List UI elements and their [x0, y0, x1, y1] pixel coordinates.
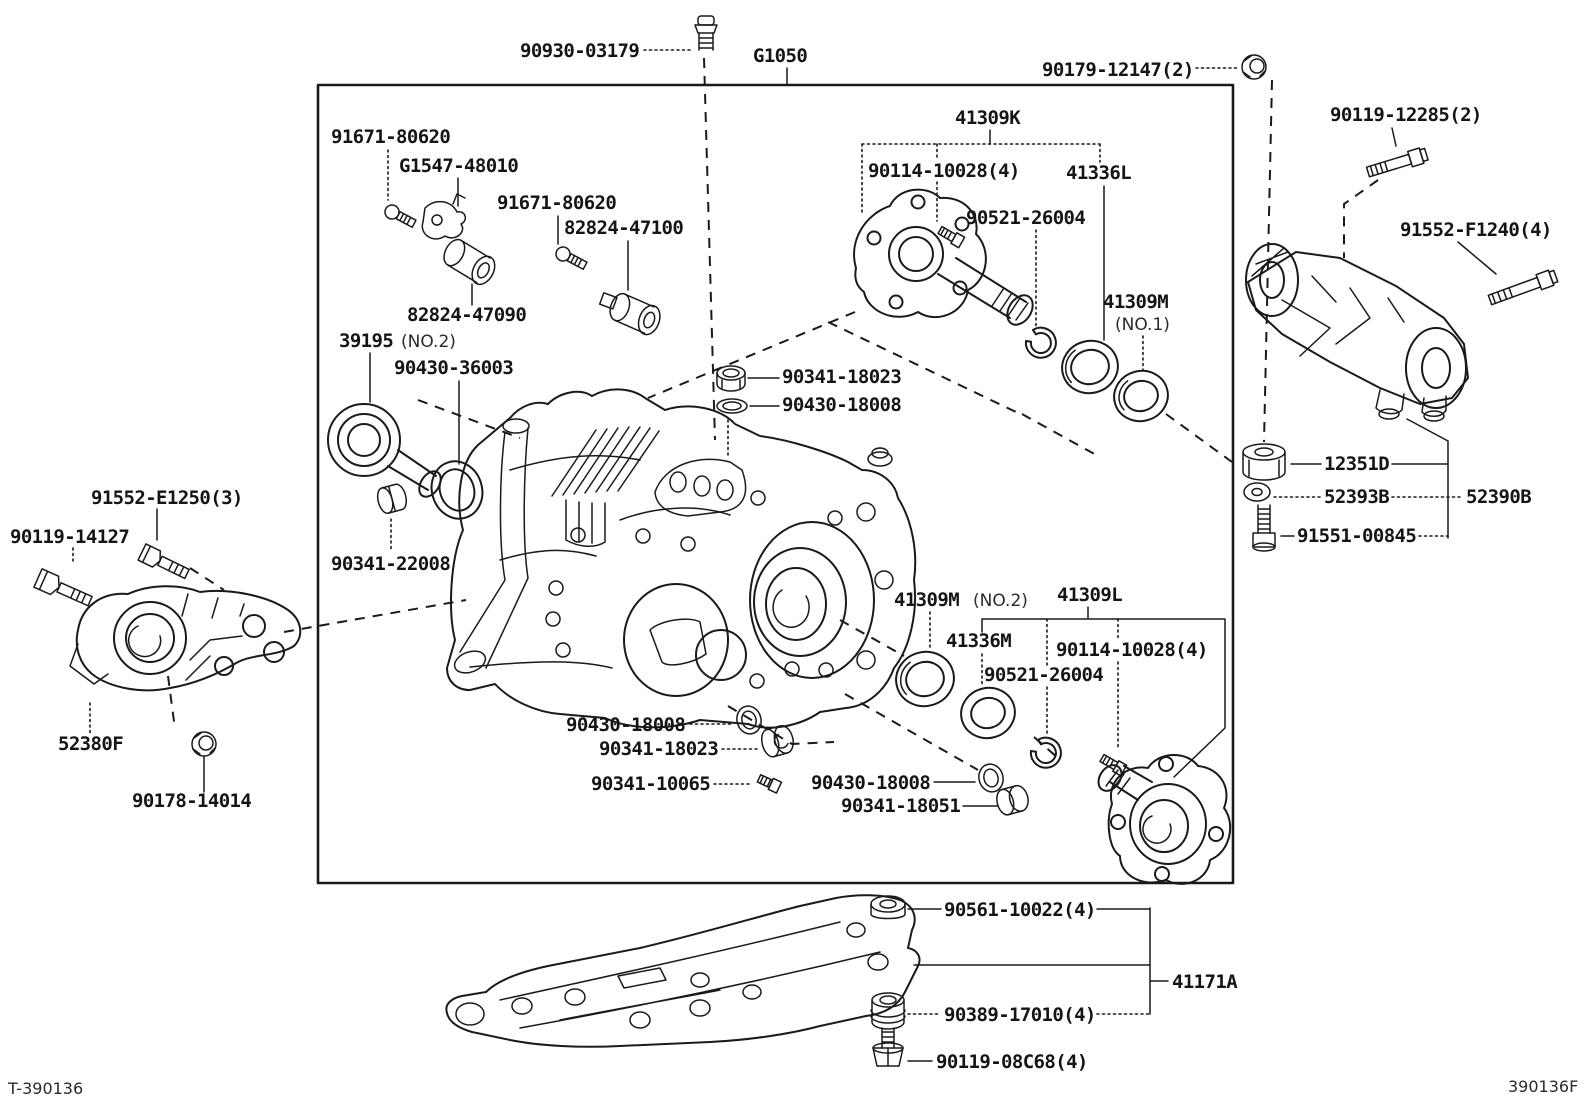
front-oil-seal-drawing	[1108, 365, 1173, 427]
bracket-bolt-drawing	[1487, 269, 1558, 308]
part-label-39195: 39195	[339, 330, 394, 352]
left-mount-drawing	[70, 586, 300, 690]
speed-sensor-1-drawing	[438, 236, 499, 288]
construction-lines-dashed	[168, 58, 1378, 770]
top-plug-drawing	[717, 366, 745, 391]
part-label-52380f: 52380F	[58, 733, 124, 755]
part-label-12351d: 12351D	[1324, 453, 1390, 475]
part-label-g1050: G1050	[753, 45, 808, 67]
part-label-90930-03179: 90930-03179	[520, 40, 640, 62]
transfer-housing-drawing	[447, 389, 915, 727]
part-label-90119-08c68: 90119-08C68(4)	[936, 1051, 1088, 1073]
part-label-41309l: 41309L	[1057, 584, 1123, 606]
support-bolt-drawing	[873, 1028, 903, 1066]
part-label-90561-10022: 90561-10022(4)	[944, 899, 1096, 921]
housing-bolt-heads	[546, 491, 842, 688]
leader-lines-dotted	[73, 50, 1462, 1014]
part-label-41336m: 41336M	[946, 630, 1012, 652]
speed-sensor-2-drawing	[595, 287, 664, 337]
part-label-g1547-48010: G1547-48010	[399, 155, 519, 177]
part-label-90178-14014: 90178-14014	[132, 790, 252, 812]
small-screw-drawing	[756, 773, 781, 793]
rear-snap-ring-drawing	[1031, 738, 1061, 768]
upper-mount-bolt-drawing	[1366, 147, 1429, 180]
drain-plug-drawing	[759, 724, 796, 759]
part-label-90119-12285: 90119-12285(2)	[1330, 104, 1482, 126]
part-label-90179-12147: 90179-12147(2)	[1042, 59, 1194, 81]
drawing-code-right: 390136F	[1508, 1077, 1579, 1096]
part-label-52393b: 52393B	[1324, 486, 1390, 508]
top-gasket-drawing	[717, 399, 747, 413]
crossmember-drawing	[446, 895, 919, 1047]
diagram-frame-box	[318, 85, 1233, 883]
part-label-90341-18023-drain: 90341-18023	[599, 738, 719, 760]
part-label-90389-17010: 90389-17010(4)	[944, 1004, 1096, 1026]
sensor-bolt-1-drawing	[383, 203, 418, 230]
part-label-91671-80620-a: 91671-80620	[331, 126, 451, 148]
part-label-41309m-rear: 41309M	[894, 589, 960, 611]
part-note-no2-seal: (NO.2)	[973, 591, 1028, 611]
part-label-90521-26004-rear: 90521-26004	[984, 664, 1104, 686]
part-label-90341-18051: 90341-18051	[841, 795, 961, 817]
rear-flange-drawing	[1094, 755, 1230, 884]
sensor-bolt-2-drawing	[554, 245, 589, 272]
cushion-bolt-drawing	[1253, 505, 1275, 551]
drain-gasket-drawing	[734, 703, 764, 736]
left-mount-bolt-2-drawing	[138, 544, 191, 582]
part-label-90341-18023-top: 90341-18023	[782, 366, 902, 388]
part-label-91552-f1240: 91552-F1240(4)	[1400, 219, 1552, 241]
drawing-code-left: T-390136	[8, 1079, 84, 1098]
part-label-82824-47100: 82824-47100	[564, 217, 684, 239]
part-label-90119-14127: 90119-14127	[10, 526, 130, 548]
part-label-41309m-front: 41309M	[1103, 291, 1169, 313]
part-label-82824-47090: 82824-47090	[407, 304, 527, 326]
mount-washer-drawing	[1244, 483, 1270, 501]
part-label-90430-18008-drain: 90430-18008	[566, 714, 686, 736]
left-mount-bolt-1-drawing	[34, 569, 94, 610]
left-mount-nut-drawing	[192, 732, 216, 756]
part-label-41171a: 41171A	[1172, 971, 1238, 993]
part-label-91551-00845: 91551-00845	[1297, 525, 1417, 547]
part-label-90430-36003: 90430-36003	[394, 357, 514, 379]
part-label-91671-80620-b: 91671-80620	[497, 192, 617, 214]
part-label-52390b: 52390B	[1466, 486, 1532, 508]
sensor-rotor-drawing	[422, 194, 465, 239]
mount-nut-drawing	[1242, 55, 1266, 79]
part-label-90114-10028-rear: 90114-10028(4)	[1056, 639, 1208, 661]
part-note-no2-bearing: (NO.2)	[401, 332, 456, 352]
front-deflector-drawing	[1056, 335, 1124, 400]
part-label-90114-10028-front: 90114-10028(4)	[868, 160, 1020, 182]
part-label-90521-26004-front: 90521-26004	[966, 207, 1086, 229]
side-plug-drawing	[375, 483, 409, 515]
part-label-41309k: 41309K	[955, 107, 1021, 129]
cushion-drawing	[1243, 444, 1285, 480]
rear-mount-bracket-drawing	[1246, 244, 1468, 421]
part-label-90430-18008-top: 90430-18008	[782, 394, 902, 416]
part-label-90430-18008-fill: 90430-18008	[811, 772, 931, 794]
part-label-90341-22008: 90341-22008	[331, 553, 451, 575]
bearing-ring-drawing	[424, 455, 489, 526]
rear-deflector-drawing	[955, 682, 1020, 744]
breather-plug-drawing	[695, 16, 717, 50]
part-label-41336l: 41336L	[1066, 162, 1132, 184]
part-note-no1: (NO.1)	[1115, 315, 1170, 335]
part-label-90341-10065: 90341-10065	[591, 773, 711, 795]
rear-oil-seal-drawing	[890, 645, 960, 712]
front-snap-ring-drawing	[1026, 328, 1056, 358]
part-label-91552-e1250: 91552-E1250(3)	[91, 487, 243, 509]
